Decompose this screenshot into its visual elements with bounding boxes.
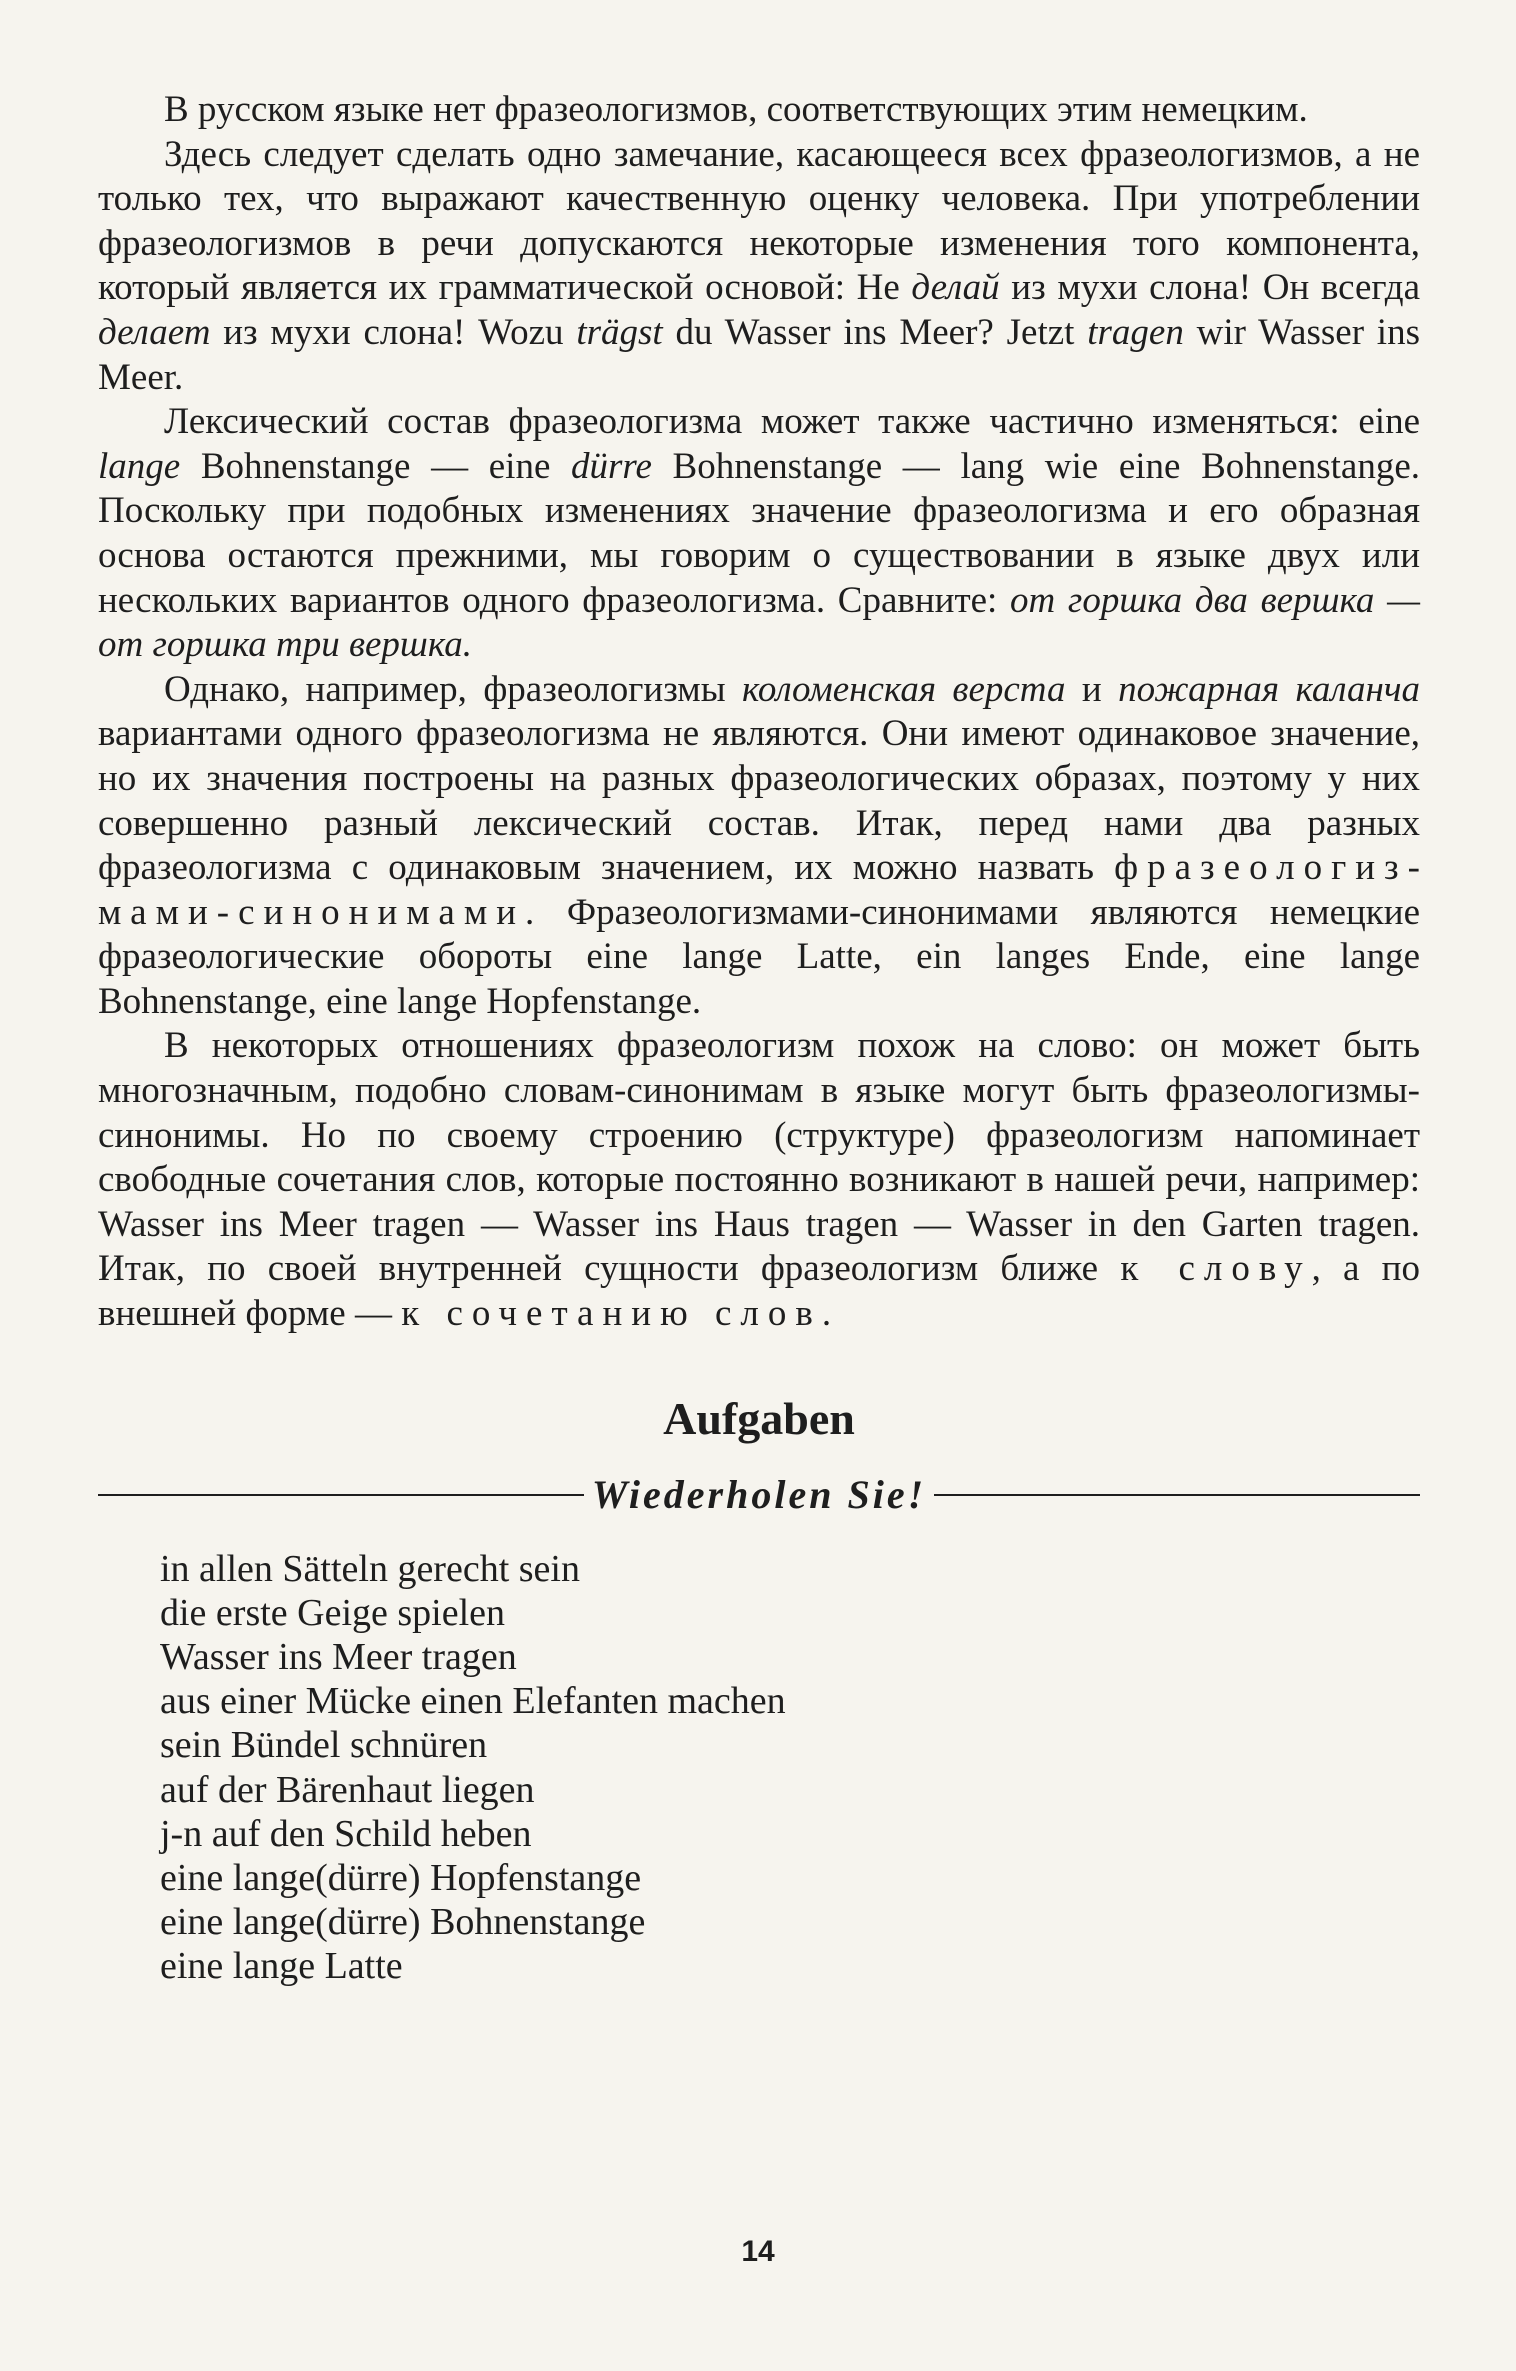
right-rule: [934, 1494, 1420, 1496]
text-run: В русском языке нет фразеологизмов, соответствующих этим немецким.: [164, 89, 1308, 130]
italic-text: dürre: [571, 445, 652, 487]
text-run: из мухи слона! Он всегда: [999, 267, 1421, 309]
italic-text: коломенская верста: [741, 668, 1066, 710]
paragraph: [98, 88, 1420, 133]
text-run: вариантами одного фразеологизма не являются. Они имеют одинаковое значение, но их значения построены на разных фразеологических образах, поэтому у них совершенно разный лексический состав. Итак, перед нами два разных фразеологизма с одинаковым значением, их можно назвать: [98, 713, 1420, 889]
text-run: wir Wasser ins Meer.: [98, 311, 1420, 398]
section-title: Aufgaben: [663, 1392, 855, 1444]
list-item: eine lange Latte: [160, 1945, 403, 1988]
page-body: [98, 88, 1420, 1989]
spaced-text: к сочетанию слов: [401, 1293, 822, 1335]
text-run: , а по внешней форме —: [98, 1248, 1420, 1335]
text-run: . Фразеологизмами-синонимами являются немецкие фразеологические обороты eine lange Latte, ein langes Ende, eine lange Bohnenstange, eine lange Hopfenstange.: [98, 891, 1420, 1022]
page-number: 14: [741, 2235, 775, 2268]
text-run: .: [821, 1293, 832, 1335]
list-item: aus einer Mücke einen Elefanten machen: [160, 1680, 786, 1723]
text-run: Bohnenstange — lang wie eine Bohnenstange. Поскольку при подобных изменениях значение фразеологизма и его образная основа остаются прежними, мы говорим о существовании в языке двух или нескольких вариантов одного фразеологизма. Сравните:: [98, 445, 1421, 621]
text-run: Здесь следует сделать одно замечание, касающееся всех фразеологизмов, а не только тех, что выражают качественную оценку человека. При употреблении фразеологизмов в речи допускаются некоторые изменения того компонента, который является их грамматической основой: Не: [98, 133, 1420, 309]
paragraph: [98, 668, 1420, 1025]
text-run: du Wasser ins Meer? Jetzt: [662, 311, 1088, 353]
list-item: sein Bündel schnüren: [160, 1724, 488, 1767]
italic-text: trägst: [576, 311, 663, 353]
text-run: В некоторых отношениях фразеологизм похож на слово: он может быть многозначным, подобно словам-синонимам в языке могут быть фразеологизмы-синонимы. Но по своему строению (структуре) фразеологизм напоминает свободные сочетания слов, которые постоянно возникают в нашей речи, например: Wasser ins Meer tragen — Wasser ins Haus tragen — Wasser in den Garten tragen. Итак, по своей внутренней сущности фразеологизм ближе: [98, 1025, 1420, 1290]
paragraph: [98, 1024, 1420, 1336]
list-item: eine lange(dürre) Bohnenstange: [160, 1901, 646, 1944]
italic-text: делает: [98, 311, 211, 353]
list-item: eine lange(dürre) Hopfenstange: [160, 1857, 642, 1900]
text-run: Bohnenstange — eine: [180, 445, 572, 487]
text-run: и: [1065, 668, 1119, 710]
text-run: Лексический состав фразеологизма может также частично изменяться: eine: [164, 401, 1420, 443]
italic-text: tragen: [1087, 311, 1184, 353]
italic-text: от горшка два вершка — от горшка три вершка.: [98, 579, 1420, 666]
spaced-text: фразеологизмами-синонимами: [98, 847, 1420, 933]
text-run: Однако, например, фразеологизмы: [164, 668, 742, 710]
list-item: auf der Bärenhaut liegen: [160, 1768, 535, 1811]
list-item: Wasser ins Meer tragen: [160, 1636, 517, 1679]
phrase-list: [160, 1547, 1420, 1989]
text-run: из мухи слона! Wozu: [210, 311, 577, 353]
paragraph: [98, 133, 1420, 401]
paragraph: [98, 400, 1420, 668]
italic-text: делай: [911, 267, 1000, 309]
section-subtitle: Wiederholen Sie!: [591, 1472, 927, 1518]
left-rule: [98, 1494, 584, 1496]
list-item: j-n auf den Schild heben: [160, 1812, 532, 1855]
spaced-text: к слову: [1120, 1248, 1312, 1290]
text-body: [98, 88, 1420, 1337]
italic-text: lange: [98, 445, 181, 487]
italic-text: пожарная каланча: [1118, 668, 1420, 710]
list-item: die erste Geige spielen: [160, 1591, 506, 1634]
list-item: in allen Sätteln gerecht sein: [160, 1547, 580, 1590]
subheading-row: [98, 1469, 1420, 1521]
